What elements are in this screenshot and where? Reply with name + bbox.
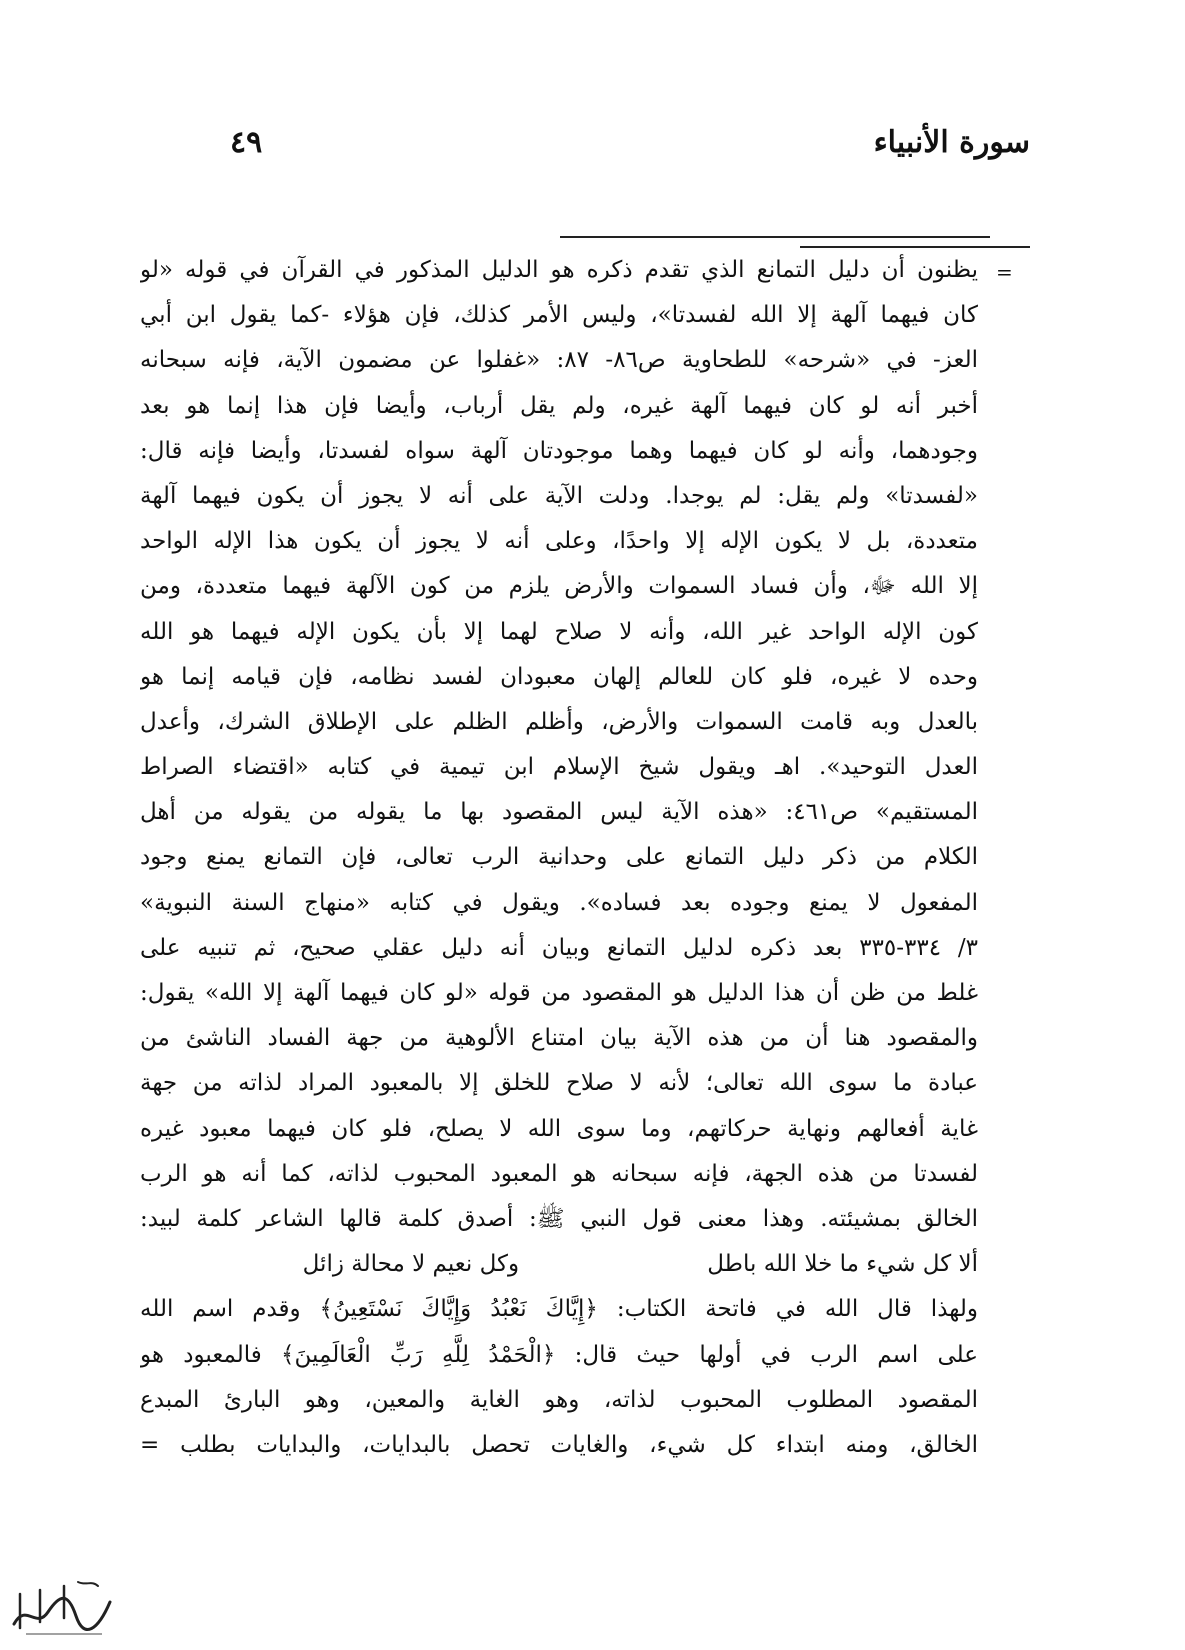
running-head (150, 118, 1030, 168)
surah-title: سورة الأنبياء (873, 125, 1030, 160)
footnote-line: غاية أفعالهم ونهاية حركاتهم، وما سوى الله لا يصلح، فلو كان فيهما معبود غيره (140, 1115, 978, 1142)
verse-first-hemistich: ألا كل شيء ما خلا الله باطل (707, 1251, 978, 1278)
footnote-line: المفعول لا يمنع وجوده بعد فساده». ويقول في كتابه «منهاج السنة النبوية» (140, 889, 978, 916)
footnote-separator-rule (560, 236, 990, 238)
footnote-line: لفسدتا من هذه الجهة، فإنه سبحانه هو المعبود المحبوب لذاته، كما أنه هو الرب (140, 1160, 978, 1187)
footnote-line: أخبر أنه لو كان فيهما آلهة غيره، ولم يقل أرباب، وأيضا فإن هذا إنما هو بعد (140, 392, 978, 419)
footnote-line: وجودهما، وأنه لو كان فيهما وهما موجودتان آلهة سواه لفسدتا، وأيضا فإنه قال: (140, 437, 978, 464)
footnote-line: على اسم الرب في أولها حيث قال: ﴿الْحَمْدُ لِلَّهِ رَبِّ الْعَالَمِينَ﴾ فالمعبود هو (140, 1341, 978, 1368)
footnote-line: كان فيهما آلهة إلا الله لفسدتا»، وليس الأمر كذلك، فإن هؤلاء -كما يقول ابن أبي (140, 302, 978, 329)
footnote-line: إلا الله ﷻ، وأن فساد السموات والأرض يلزم من كون الآلهة فيهما متعددة، ومن (140, 573, 978, 600)
footnote-line: العدل التوحيد». اهـ ويقول شيخ الإسلام ابن تيمية في كتابه «اقتضاء الصراط (140, 754, 978, 781)
footnote-line: المستقيم» ص٤٦١: «هذه الآية ليس المقصود بها ما يقوله من يقوله من أهل (140, 799, 978, 826)
footnote-continuation-mark: = (996, 260, 1013, 284)
footnote-line: وحده لا غيره، فلو كان للعالم إلهان معبودان لفسد نظامه، فإن قيامه إنما هو (140, 663, 978, 690)
footnote-line: يظنون أن دليل التمانع الذي تقدم ذكره هو الدليل المذكور في القرآن في قوله «لو (140, 257, 978, 283)
footnote-line: غلط من ظن أن هذا الدليل هو المقصود من قوله «لو كان فيهما آلهة إلا الله» يقول: (140, 980, 978, 1006)
footnote-line: الخالق، ومنه ابتداء كل شيء، والغايات تحصل بالبدايات، والبدايات بطلب = (140, 1431, 978, 1458)
publisher-logo-icon (6, 1572, 116, 1642)
footnote-body (140, 248, 978, 1468)
verse-second-hemistich: وكل نعيم لا محالة زائل (302, 1251, 520, 1278)
footnote-line: المقصود المطلوب المحبوب لذاته، وهو الغاية والمعين، وهو البارئ المبدع (140, 1386, 978, 1413)
footnote-line: العز- في «شرحه» للطحاوية ص٨٦- ٨٧: «غفلوا عن مضمون الآية، فإنه سبحانه (140, 347, 978, 374)
footnote-line: الخالق بمشيئته. وهذا معنى قول النبي ﷺ: أصدق كلمة قالها الشاعر كلمة لبيد: (140, 1205, 978, 1232)
footnote-line: عبادة ما سوى الله تعالى؛ لأنه لا صلاح للخلق إلا بالمعبود المراد لذاته من جهة (140, 1070, 978, 1097)
footnote-line: متعددة، بل لا يكون الإله إلا واحدًا، وعلى أنه لا يجوز أن يكون هذا الإله الواحد (140, 528, 978, 555)
footnote-line: «لفسدتا» ولم يقل: لم يوجدا. ودلت الآية على أنه لا يجوز أن يكون فيهما آلهة (140, 482, 978, 509)
poetry-verse (140, 1242, 978, 1287)
footnote-line: بالعدل وبه قامت السموات والأرض، وأظلم الظلم على الإطلاق الشرك، وأعدل (140, 708, 978, 735)
footnote-line: والمقصود هنا أن من هذه الآية بيان امتناع الألوهية من جهة الفساد الناشئ من (140, 1025, 978, 1052)
footnote-line: كون الإله الواحد غير الله، وأنه لا صلاح لهما إلا بأن يكون الإله فيهما هو الله (140, 618, 978, 645)
page-number: ٤٩ (230, 125, 263, 160)
footnote-line: ٣/ ٣٣٤-٣٣٥ بعد ذكره لدليل التمانع وبيان أنه دليل عقلي صحيح، ثم تنبيه على (140, 934, 978, 961)
footnote-line: الكلام من ذكر دليل التمانع على وحدانية الرب تعالى، فإن التمانع يمنع وجود (140, 844, 978, 871)
footnote-line: ولهذا قال الله في فاتحة الكتاب: ﴿إِيَّاكَ نَعْبُدُ وَإِيَّاكَ نَسْتَعِينُ﴾ وقدم اسم الله (140, 1296, 978, 1323)
